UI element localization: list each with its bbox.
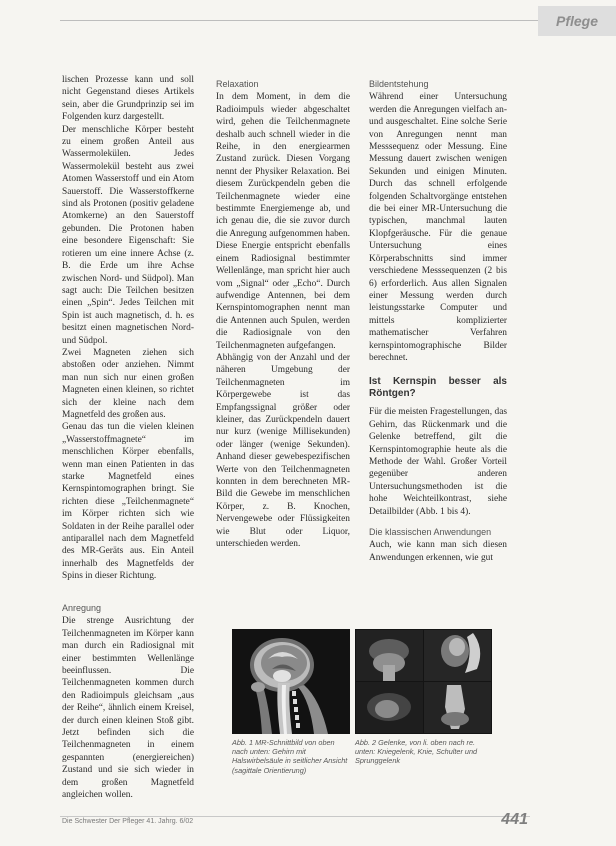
- mri-joints-grid-image: [355, 629, 492, 734]
- paragraph: Zwei Magneten ziehen sich abstoßen oder anziehen. Nimmt man nun sich nur einen großen Magneten einen kleinen, so richtet sich der kleine nach dem Magnetfeld des großen aus.: [62, 347, 194, 420]
- paragraph: Der menschliche Körper besteht zu einem großen Anteil aus Wassermolekülen. Jedes Wassermolekül besteht aus zwei Atomen Wasserstoff und ein Atom Sauerstoff. Die Wasserstoffkerne sind als Protonen (positiv geladene Atomkerne) an den Sauerstoff gebunden. Die Protonen haben eine besondere Eigenschaft: Sie rotieren um eine innere Achse (z. B. die Erde um ihre Achse zwischen Nord- und Südpol). Man sagt auch: Die Teilchen besitzen einen „Spin“. Jedes Teilchen mit Spin ist auch magnetisch, d. h. es besitzt einen magnetischen Nord- und Südpol.: [62, 124, 194, 346]
- caption-text: Abb. 1 MR-Schnittbild von oben nach unten: Gehirn mit Halswirbelsäule in seitlicher Ansicht (sagittale Orientierung): [232, 738, 348, 775]
- paragraph: Die strenge Ausrichtung der Teilchenmagneten im Körper kann man durch ein Radiosignal mit einer bestimmten Wellenlänge beeinflussen. Die Teilchenmagneten kommen durch den Radioimpuls gleichsam „aus der Reihe“, ähnlich einem Kreisel, der durch einen kleinen Stoß gibt. Jetzt befinden sich die Teilchenmagneten in einem gespannten (energiereichen) Zustand und sie sich wieder in dem großen Magnetfeld angleichen wollen.: [62, 616, 194, 801]
- figure-1-caption: [232, 738, 350, 775]
- paragraph: Für die meisten Fragestellungen, das Gehirn, das Rückenmark und die Gelenke betreffend, gilt die Kernspintomographie heute als die Methode der Wahl. Großer Vorteil gegenüber anderen Untersuchungsmethoden ist die hohe Weichteilkontrast, siehe Detailbilder (Abb. 1 bis 4).: [369, 407, 507, 517]
- subheading-anregung: Anregung: [62, 603, 102, 613]
- subheading-bildentstehung: Bildentstehung: [369, 79, 429, 89]
- section-tag: Pflege: [538, 6, 616, 36]
- paragraph: Abhängig von der Anzahl und der näheren Umgebung der Teilchenmagneten im Körpergewebe ist das Empfangssignal größer oder kleiner, das Zurückpendeln dauert nur kurz (wenige Millisekunden) oder länger (wenige Sekunden). Anhand dieser gewebespezifischen Werte von den Teilchenmagneten konnten in dem berechneten MR-Bild die Gewebe im menschlichen Körper, z. B. Knochen, Nervengewebe oder Flüssigkeiten wie Blut oder Liquor, unterschieden werden.: [216, 352, 350, 550]
- column-1: [62, 74, 194, 583]
- mri-head-neck-image: [232, 629, 350, 734]
- subheading-relaxation: Relaxation: [216, 79, 259, 89]
- paragraph: In dem Moment, in dem die Radioimpuls wieder abgeschaltet wird, gehen die Teilchenmagnete deshalb auch schnell wieder in die Reihe, in den energiearmen Zustand zurück. Diesen Vorgang nennt der Physiker Relaxation. Bei diesem Zurückpendeln geben die Teilchenmagnete wieder eine bestimmte Energiemenge ab, und ich genau die, die sie zuvor durch die Anregung aufgenommen haben. Diese Energie entspricht ebenfalls einem Radiosignal bestimmter Wellenlänge, man spricht hier auch vom „Signal“ oder „Echo“. Durch aufwendige Antennen, bei dem Kernspintomographen nennt man die Antennen auch Spulen, werden die Radiosignale von den Teilchenmagneten aufgefangen.: [216, 92, 350, 351]
- column-3: [369, 78, 507, 564]
- figure-2-mri-joints: [355, 629, 492, 734]
- figure-2-caption: [355, 738, 492, 766]
- column-2: [216, 78, 350, 550]
- figure-1-mri-sagittal: [232, 629, 350, 734]
- paragraph: Während einer Untersuchung werden die Anregungen vielfach an- und ausgeschaltet. Eine solche Serie von Anregungen nennt man Messsequenz oder Messung. Eine Messung dauert zwischen wenigen Sekunden und einigen Minuten. Durch das schnell erfolgende folgenden Schaltvorgänge entstehen die bei einer MR-Untersuchung die typischen, manchmal lauten Klopfgeräusche. Für die genaue Untersuchung eines Körperabschnitts sind immer verschiedene Messsequenzen (2 bis 6) erforderlich. Aus allen Signalen einer Messung werden durch leistungsstarke Computer und mittels komplizierter mathematischer Verfahren kernspintomographische Bilder berechnet.: [369, 92, 507, 363]
- paragraph: lischen Prozesse kann und soll nicht Gegenstand dieses Artikels sein, aber die Grundprinzip sei im Folgenden kurz dargestellt.: [62, 75, 194, 123]
- subheading-anwendungen: Die klassischen Anwendungen: [369, 527, 492, 537]
- page-number: 441: [501, 811, 528, 828]
- header-rule: [60, 20, 616, 21]
- journal-footer: Die Schwester Der Pfleger 41. Jahrg. 6/02: [62, 818, 194, 825]
- paragraph: Auch, wie kann man sich diesen Anwendungen erkennen, wie gut: [369, 540, 507, 563]
- paragraph: Genau das tun die vielen kleinen „Wasserstoffmagnete“ im menschlichen Körper ebenfalls, wenn man einen Patienten in das starke Magnetfeld eines Kernspintomographen bringt. Sie richten diese „Teilchenmagnete“ im Körper richten sich wie Soldaten in der Reihe parallel oder antiparallel nach dem Magnetfeld des MR-Geräts aus. Ein Anteil innerhalb des Magnetfelds der Spins in dieser Richtung.: [62, 422, 194, 582]
- footer-rule: [60, 816, 530, 817]
- column-1-lower: [62, 602, 194, 802]
- caption-text: Abb. 2 Gelenke, von li. oben nach re. unten: Kniegelenk, Knie, Schulter und Sprunggelenk: [355, 738, 478, 766]
- section-heading: Ist Kernspin besser als Röntgen?: [369, 376, 507, 400]
